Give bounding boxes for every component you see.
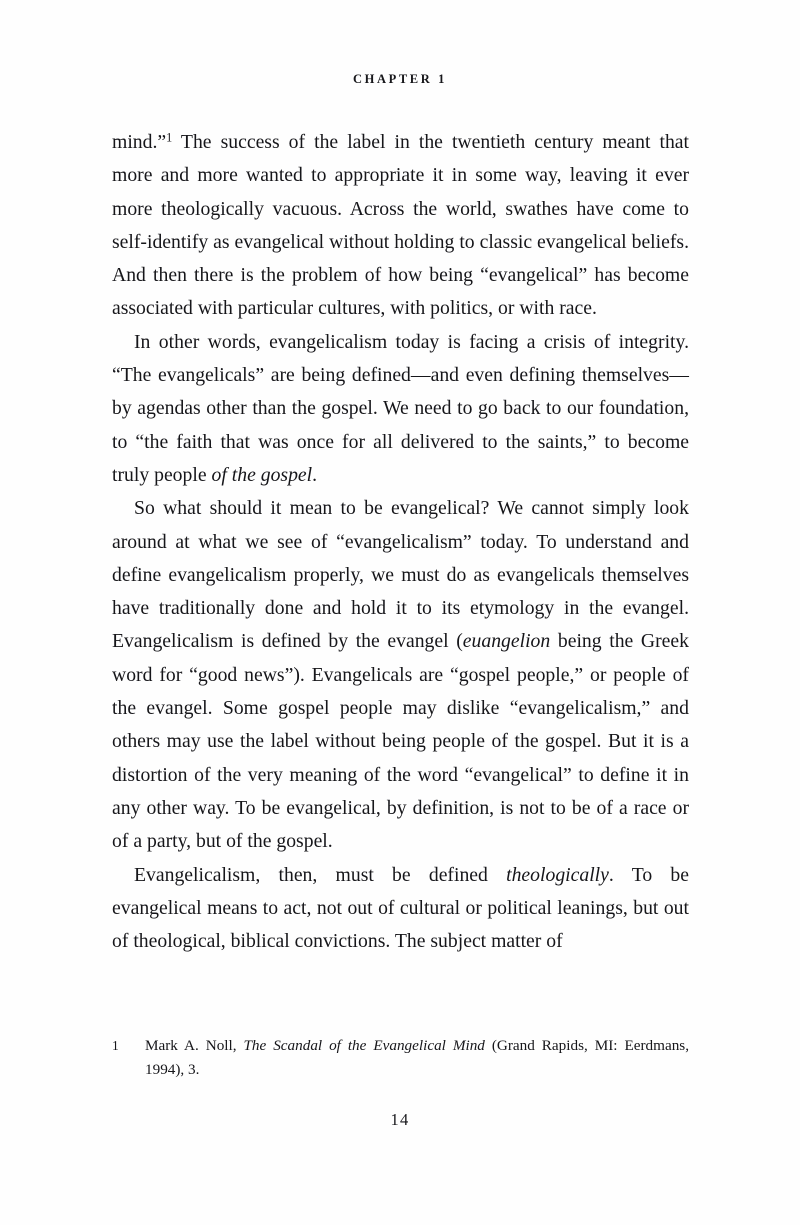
footnote-text	[145, 1037, 689, 1078]
italic-phrase: euangelion	[462, 630, 551, 653]
text-run: . To be evangelical means to act, not out of cultural or political leanings, but out of theological, biblical convictions. The subject matter of	[112, 863, 689, 953]
footnote-number[interactable]: 1	[112, 1038, 119, 1053]
text-run: The success of the label in the twentieth century meant that more and more wanted to appropriate it in some way, leaving it ever more theologically vacuous. Across the world, swathes have come to self-identify as evangelical without holding to classic evangelical beliefs. And then there is the problem of how being “evangelical” has become associated with particular cultures, with politics, or with race.	[112, 131, 689, 320]
footnote-list	[112, 1034, 689, 1082]
text-run: In other words, evangelicalism today is facing a crisis of integrity. “The evangelicals” are being defined—and even defining themselves—by agendas other than the gospel. We need to go back to our foundation, to “the faith that was once for all delivered to the saints,” to become truly people	[112, 330, 689, 486]
italic-phrase: theologically	[506, 863, 609, 886]
body-paragraph	[112, 492, 689, 858]
body-paragraph	[112, 126, 689, 326]
body-text-block	[112, 126, 689, 958]
page-number: 14	[390, 1110, 410, 1129]
text-run: So what should it mean to be evangelical? We cannot simply look around at what we see of “evangelicalism” today. To understand and define evangelicalism properly, we must do as evangelicals themselves have traditionally done and hold it to its etymology in the evangel. Evangelicalism is defined by the evangel (	[112, 497, 689, 653]
text-run: (Grand Rapids, MI: Eerdmans, 1994), 3.	[145, 1037, 689, 1078]
text-run: Evangelicalism, then, must be defined	[134, 863, 507, 886]
italic-phrase: The Scandal of the Evangelical Mind	[243, 1037, 485, 1054]
text-run: .	[312, 463, 318, 486]
footnote-reference[interactable]: 1	[166, 130, 173, 145]
text-run: Mark A. Noll,	[145, 1037, 244, 1054]
footnote-area	[112, 1034, 689, 1082]
italic-phrase: of the gospel	[211, 463, 313, 486]
running-head: CHAPTER 1	[353, 72, 447, 86]
body-paragraph	[112, 859, 689, 959]
footnote	[112, 1034, 689, 1082]
text-run: mind.”	[112, 131, 167, 153]
text-run: being the Greek word for “good news”). Evangelicals are “gospel people,” or people of the evangel. Some gospel people may dislike “evangelicalism,” and others may use the label without being people of the gospel. But it is a distortion of the very meaning of the word “evangelical” to define it in any other way. To be evangelical, by definition, is not to be of a race or of a party, but of the gospel.	[112, 630, 689, 853]
paragraph-list	[112, 126, 689, 958]
body-paragraph	[112, 326, 689, 492]
